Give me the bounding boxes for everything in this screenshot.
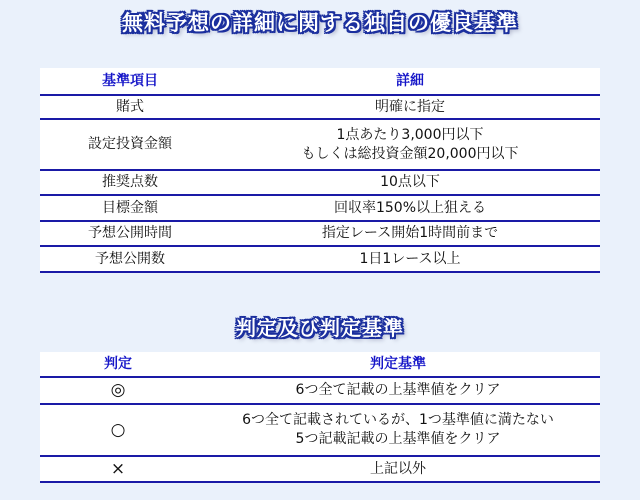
table-row (40, 221, 600, 246)
table-row (40, 119, 600, 170)
criteria-detail-value: 1日1レース以上 (220, 246, 600, 272)
criteria-detail-value: 10点以下 (220, 170, 600, 195)
table-row (40, 377, 600, 404)
criteria-item-label: 賭式 (40, 95, 220, 119)
judgment-criteria-line: 5つ記載記載の上基準値をクリア (295, 431, 501, 447)
judgment-table (40, 352, 600, 483)
criteria-item-label: 目標金額 (40, 195, 220, 221)
column-header-item: 基準項目 (40, 68, 220, 95)
criteria-item-label: 推奨点数 (40, 170, 220, 195)
table-row (40, 195, 600, 221)
criteria-table-header-row (40, 68, 600, 95)
criteria-item-label: 予想公開数 (40, 246, 220, 272)
table-row (40, 404, 600, 456)
criteria-section-title: 無料予想の詳細に関する独自の優良基準 (122, 10, 518, 35)
judgment-criteria-line: 6つ全て記載されているが、1つ基準値に満たない (242, 412, 554, 428)
judgment-mark: × (40, 456, 196, 482)
table-row (40, 456, 600, 482)
judgment-criteria-value: 6つ全て記載の上基準値をクリア (196, 377, 600, 404)
judgment-section-title: 判定及び判定基準 (236, 316, 404, 340)
criteria-item-label: 予想公開時間 (40, 221, 220, 246)
criteria-detail-value: 回収率150%以上狙える (220, 195, 600, 221)
criteria-table (40, 68, 600, 273)
judgment-criteria-value: 上記以外 (196, 456, 600, 482)
table-row (40, 170, 600, 195)
judgment-mark: ◎ (40, 377, 196, 404)
criteria-detail-value (220, 119, 600, 170)
judgment-criteria-value (196, 404, 600, 456)
column-header-detail: 詳細 (220, 68, 600, 95)
criteria-detail-value: 明確に指定 (220, 95, 600, 119)
judgment-mark: ○ (40, 404, 196, 456)
column-header-judgment-criteria: 判定基準 (196, 352, 600, 377)
judgment-table-header-row (40, 352, 600, 377)
column-header-judgment: 判定 (40, 352, 196, 377)
table-row (40, 246, 600, 272)
criteria-detail-line: 1点あたり3,000円以下 (336, 126, 484, 143)
criteria-detail-line: もしくは総投資金額20,000円以下 (301, 145, 519, 162)
criteria-detail-value: 指定レース開始1時間前まで (220, 221, 600, 246)
table-row (40, 95, 600, 119)
criteria-item-label: 設定投資金額 (40, 119, 220, 170)
